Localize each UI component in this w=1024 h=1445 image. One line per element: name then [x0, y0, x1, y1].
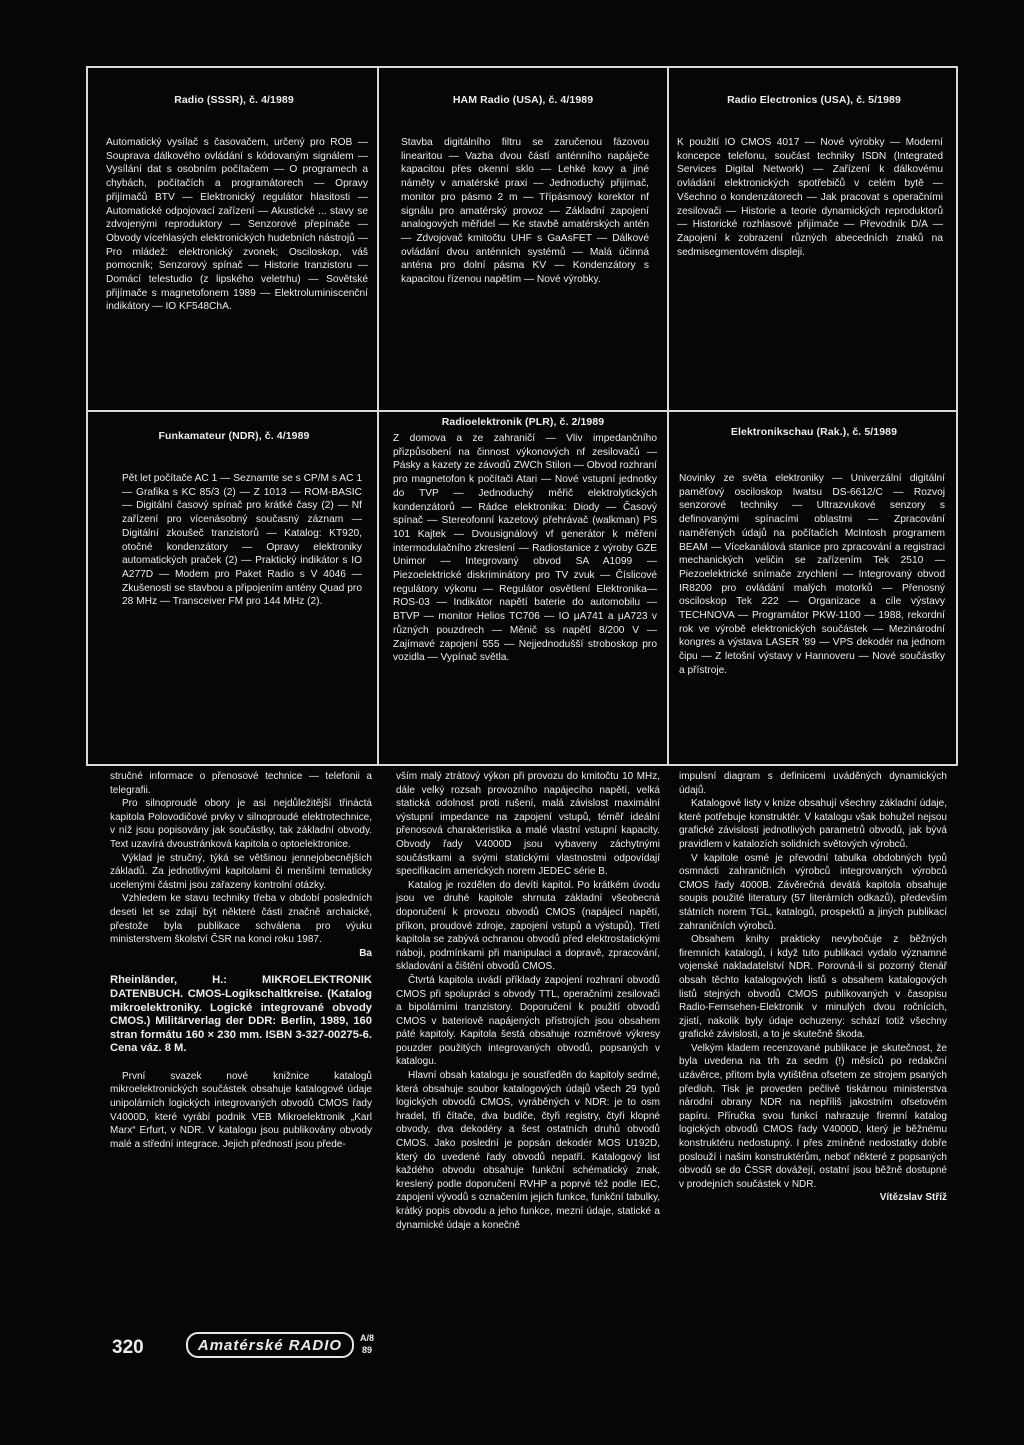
magazine-logo	[186, 1332, 354, 1358]
article-paragraph: Pro silnoproudé obory je asi nejdůležitější třináctá kapitola Polovodičové prvky v silnoproudé elektrotechnice, v níž jsou popisovány jak součástky, tak základní obvody. Text uzavírá dvoustránková kapitola o optoelektronice.	[110, 798, 372, 850]
box-body-elektronikschau: Novinky ze světa elektroniky — Univerzální digitální paměťový osciloskop Iwatsu DS-6612/C — Rozvoj senzorové techniky — Ultrazvukové senzory s definovanými spínacími oblastmi — Zpracování naměřených údajů na počítačích McIntosh programem BEAM — Vícekanálová stanice pro zpracování a registraci mechanických veličin se zařízením Tek 2510 — Piezoelektrické snímače zrychlení — Integrovaný obvod IR8200 pro ovládání malých motorků — Přenosný osciloskop Tek 222 — Organizace a cíle výstavy TECHNOVA — Programátor PKW-1100 — 1988, rekordní rok ve výrobě elektronických součástek — Mezinárodní kongres a výstava LASER '89 — VPS dekodér na jednom čipu — Z letošní výstavy v Hannoveru — Nové součástky a přístroje.	[679, 473, 945, 676]
article-column-1	[110, 770, 372, 1151]
frame-divider-horizontal	[86, 410, 958, 412]
box-body-radio-electronics: K použití IO CMOS 4017 — Nové výrobky — Moderní koncepce telefonu, součást techniky ISDN (Integrated Services Digital Network) — Zařízení k dálkovému ovládání elektronických spotřebičů v celém bytě — Všechno o kondenzátorech — Jak pracovat s operačními zesilovači — Historie a teorie dynamických reproduktorů — Historické rozhlasové přijímače — Převodník D/A — Zapojení k zobrazení různých abecedních znaků na sedmisegmentovém displeji.	[677, 137, 943, 258]
box-title-funkamateur: Funkamateur (NDR), č. 4/1989	[158, 430, 310, 442]
box-body-radio-sssr: Automatický vysílač s časovačem, určený pro ROB — Souprava dálkového ovládání s kódovaným signálem — Vysílání dat s osobním počítačem — O programech a chybách, počítačích a programátorech — Opravy přijímačů BTV — Elektronický regulátor hlasitosti — Automatické odpojovací zařízení — Akustické ... stavy se zdvojenými reproduktory — Senzorové přepínače — Obvody vícehlasých elektronických hudebních nástrojů — Pro mládež: elektronický zvonek; Osciloskop, váš pomocník; Senzorový spínač — Historie tranzistoru — Domácí telestudio (z lipského veletrhu) — Sovětské přijímače s magnetofonem 1989 — Elektroluminiscenční indikátory — IO KF548ChA.	[106, 137, 368, 313]
article-paragraph: V kapitole osmé je převodní tabulka obdobných typů osmnácti zahraničních výrobců integrovaných výrobců CMOS řady 4000B. Závěrečná devátá kapitola obsahuje soupis použité literatury (57 literárních odkazů), především státních norem TGL, katalogů, prospektů a jiných publikací zahraničních výrobců.	[679, 852, 947, 932]
box-body-funkamateur: Pět let počítače AC 1 — Seznamte se s CP/M s AC 1 — Grafika s KC 85/3 (2) — Z 1013 — ROM-BASIC — Digitální časový spínač pro krátké časy (2) — Nf zařízení pro vícenásobný současný záznam — Digitální zkoušeč tranzistorů — Katalog: KT920, otočné kondenzátory — Opravy elektroniky automatických praček (2) — Praktický indikátor s IO A277D — Modem pro Paket Radio s V 4046 — Zkušenosti se stavbou a připojením antény Quad pro 28 MHz — Transceiver FM pro 144 MHz (2).	[122, 473, 362, 608]
article-paragraph: Velkým kladem recenzované publikace je skutečnost, že byla uvedena na trh za sedm (!) měsíců po redakční uzávěrce, přitom byla vytištěna ofsetem ze strojem psaných předloh. Tisk je proveden pečlivě tiskárnou ministerstva národní obrany NDR na nepříliš jakostním ofsetovém papíru. Příručka svou funkcí nahrazuje firemní katalog logických obvodů CMOS řady V4000D, který je běžnému konstruktéru nedostupný. I přes zmíněné nedostatky dobře poslouží i našim konstruktérům, neboť některé z popsaných obvodů se do ČSSR dovážejí, ostatní jsou běžně dostupné v prodejních součástek v NDR.	[679, 1042, 947, 1190]
reviewer-signature: Vítězslav Stříž	[879, 1192, 947, 1204]
article-paragraph: Čtvrtá kapitola uvádí příklady zapojení rozhraní obvodů CMOS při spolupráci s obvody TTL, operačními zesilovači a bipolárními tranzistory. Doporučení k použití obvodů CMOS v bateriově napájených přístrojích jsou obsahem páté kapitoly. Kapitola šestá obsahuje rozměrové výkresy pouzder použitých integrovaných obvodů, popsaných v katalogu.	[396, 974, 660, 1068]
article-column-3	[679, 770, 947, 1205]
page-number: 320	[112, 1337, 144, 1358]
frame-divider-left	[377, 66, 379, 766]
article-paragraph: Obsahem knihy prakticky nevybočuje z běžných firemních katalogů, i když tuto publikaci vydalo významné vojenské nakladatelství NDR. Porovná-li si pozorný čtenář obsah těchto katalogových listů s obsahem katalogových listů stejných obvodů CMOS publikovaných v časopisu Radio-Fernsehen-Elektronik v minulých dvou ročnících, zjistí, nakolik byly údaje ochuzeny: schází totiž všechny grafické závislosti, a to je skutečně škoda.	[679, 934, 947, 1041]
box-title-radio-sssr: Radio (SSSR), č. 4/1989	[174, 94, 294, 106]
box-title-radio-electronics: Radio Electronics (USA), č. 5/1989	[727, 94, 901, 106]
issue-number	[360, 1332, 374, 1356]
article-paragraph: vším malý ztrátový výkon při provozu do kmitočtu 10 MHz, dále velký rozsah provozního napájecího napětí, velká statická odolnost proti rušení, malá závislost maximální výstupní impedance na zapojení vstupů, téměř ideální přenosová charakteristika a malé vlastní vstupní kapacity. Obvody řady V4000D jsou vybaveny záchytnými součástkami a svými statickými vlastnostmi odpovídají specifikacím amerických norem JEDEC série B.	[396, 771, 660, 878]
article-paragraph: impulsní diagram s definicemi uváděných dynamických údajů.	[679, 771, 947, 796]
magazine-logo-text: Amatérské RADIO	[197, 1336, 343, 1354]
book-citation-heading: Rheinländer, H.: MIKROELEKTRONIK DATENBUCH. CMOS-Logikschaltkreise. (Katalog mikroelektroniky. Logické integrované obvody CMOS.) Militärverlag der DDR: Berlin, 1989, 160 stran formátu 160 × 230 mm. ISBN 3-327-00275-6. Cena váz. 8 M.	[110, 974, 372, 1055]
article-paragraph: Katalogové listy v knize obsahují všechny základní údaje, které potřebuje konstruktér. V katalogu však bohužel nejsou grafické závislosti jednotlivých parametrů obvodů, jak bývá pravidlem v katalozích solidních světových výrobců.	[679, 798, 947, 850]
box-body-radioelektronik: Z domova a ze zahraničí — Vliv impedančního přizpůsobení na činnost výkonových nf zesilovačů — Pásky a kazety ze závodů ZWCh Stilon — Obvod rozhraní pro magnetofon k počítači Atari — Nové vstupní jednotky do TVP — Jednoduchý měřič elektrolytických kondenzátorů — Rádce elektronika: Diody — Časový spínač — Stereofonní kazetový přehrávač (walkman) PS 101 Kajtek — Dvousignálový vf generátor k měření intermodulačního zkreslení — Radiostanice z výroby GZE Unimor — Integrovaný obvod SA A1099 — Piezoelektrické diskriminátory pro TV zvuk — Číslicové regulátory výkonu — Regulátor osvětlení Elektronika—ROS-03 — Indikátor napětí baterie do automobilu — BTVP — monitor Helios TC706 — IO μA741 a μA723 v různých pouzdrech — Měnič ss napětí 8/200 V — Zajímavé zapojení 555 — Nejjednodušší stroboskop pro vozidla — Vypínač světla.	[393, 433, 657, 664]
article-paragraph: První svazek nové knižnice katalogů mikroelektronických součástek obsahuje katalogové údaje unipolárních logických integrovaných obvodů CMOS řady V4000D, které vyrábí podnik VEB Mikroelektronik „Karl Marx“ Erfurt, v NDR. V katalogu jsou publikovány obvody malé a střední integrace. Jejich předností jsou přede-	[110, 1070, 372, 1150]
reviewer-signature: Ba	[359, 947, 372, 959]
issue-number-top: A/8	[360, 1333, 375, 1343]
article-paragraph: Vzhledem ke stavu techniky třeba v období posledních deseti let se zdají být některé části značně archaické, přestože byla publikace schválena pro výuku ministerstvem školství ČSR na konci roku 1987.	[110, 893, 372, 946]
article-paragraph: Katalog je rozdělen do devíti kapitol. Po krátkém úvodu jsou ve druhé kapitole shrnuta základní všeobecná doporučení k provozu obvodů CMOS (napájecí napětí, příkon, proudové zdroje, zapojení vstupů a výstupů). Třetí kapitola se zabývá ochranou obvodů před elektrostatickými náboji, podmínkami při manipulaci a dopravě, zpracování, skladování a čištění obvodů CMOS.	[396, 879, 660, 973]
article-paragraph: Výklad je stručný, týká se většinou jennejobecnějších základů. Za jednotlivými kapitolami či menšími tematicky ucelenými částmi jsou zařazeny kontrolní otázky.	[110, 852, 372, 891]
box-title-radioelektronik: Radioelektronik (PLR), č. 2/1989	[441, 416, 605, 428]
article-paragraph: Hlavní obsah katalogu je soustředěn do kapitoly sedmé, která obsahuje soubor katalogových údajů všech 29 typů logických obvodů CMOS, vyráběných v NDR: je to osm hradel, tři čítače, dva budiče, čtyři registry, čtyři klopné obvody, dva dekodéry a šest ostatních druhů obvodů CMOS. Jako poslední je popsán dekodér MOS U192D, který do uvedené řady obvodů nepatří. Katalogový list každého obvodu obsahuje funkční schématický znak, kreslený podle doporučení RVHP a poprvé též podle IEC, zapojení vývodů s označením jejich funkce, funkční tabulky, krátký popis obvodu a jeho funkce, mezní údaje, statické a dynamické údaje a konečně	[396, 1070, 660, 1231]
box-title-ham-radio: HAM Radio (USA), č. 4/1989	[452, 94, 594, 106]
box-body-ham-radio: Stavba digitálního filtru se zaručenou fázovou linearitou — Vazba dvou částí anténního napáječe kapacitou přes okenní sklo — Lehké kovy a jiné náměty v amatérské praxi — Jednoduchý přijímač, monitor pro pásmo 2 m — Třípásmový korektor nf signálu pro amatérský provoz — Základní zapojení analogových měřidel — Ke stavbě amatérských antén — Zdvojovač kmitočtu UHF s GaAsFET — Dálkové ovládání dvou anténních systémů — Malá účinná anténa pro dolní pásma KV — Kondenzátory s kapacitou řízenou napětím — Nové výrobky.	[401, 137, 649, 286]
frame-divider-right	[667, 66, 669, 766]
article-paragraph: stručné informace o přenosové technice — telefonii a telegrafii.	[110, 771, 372, 796]
box-title-elektronikschau: Elektronikschau (Rak.), č. 5/1989	[730, 426, 898, 438]
issue-number-bottom: 89	[362, 1345, 373, 1355]
article-column-2	[396, 770, 660, 1232]
